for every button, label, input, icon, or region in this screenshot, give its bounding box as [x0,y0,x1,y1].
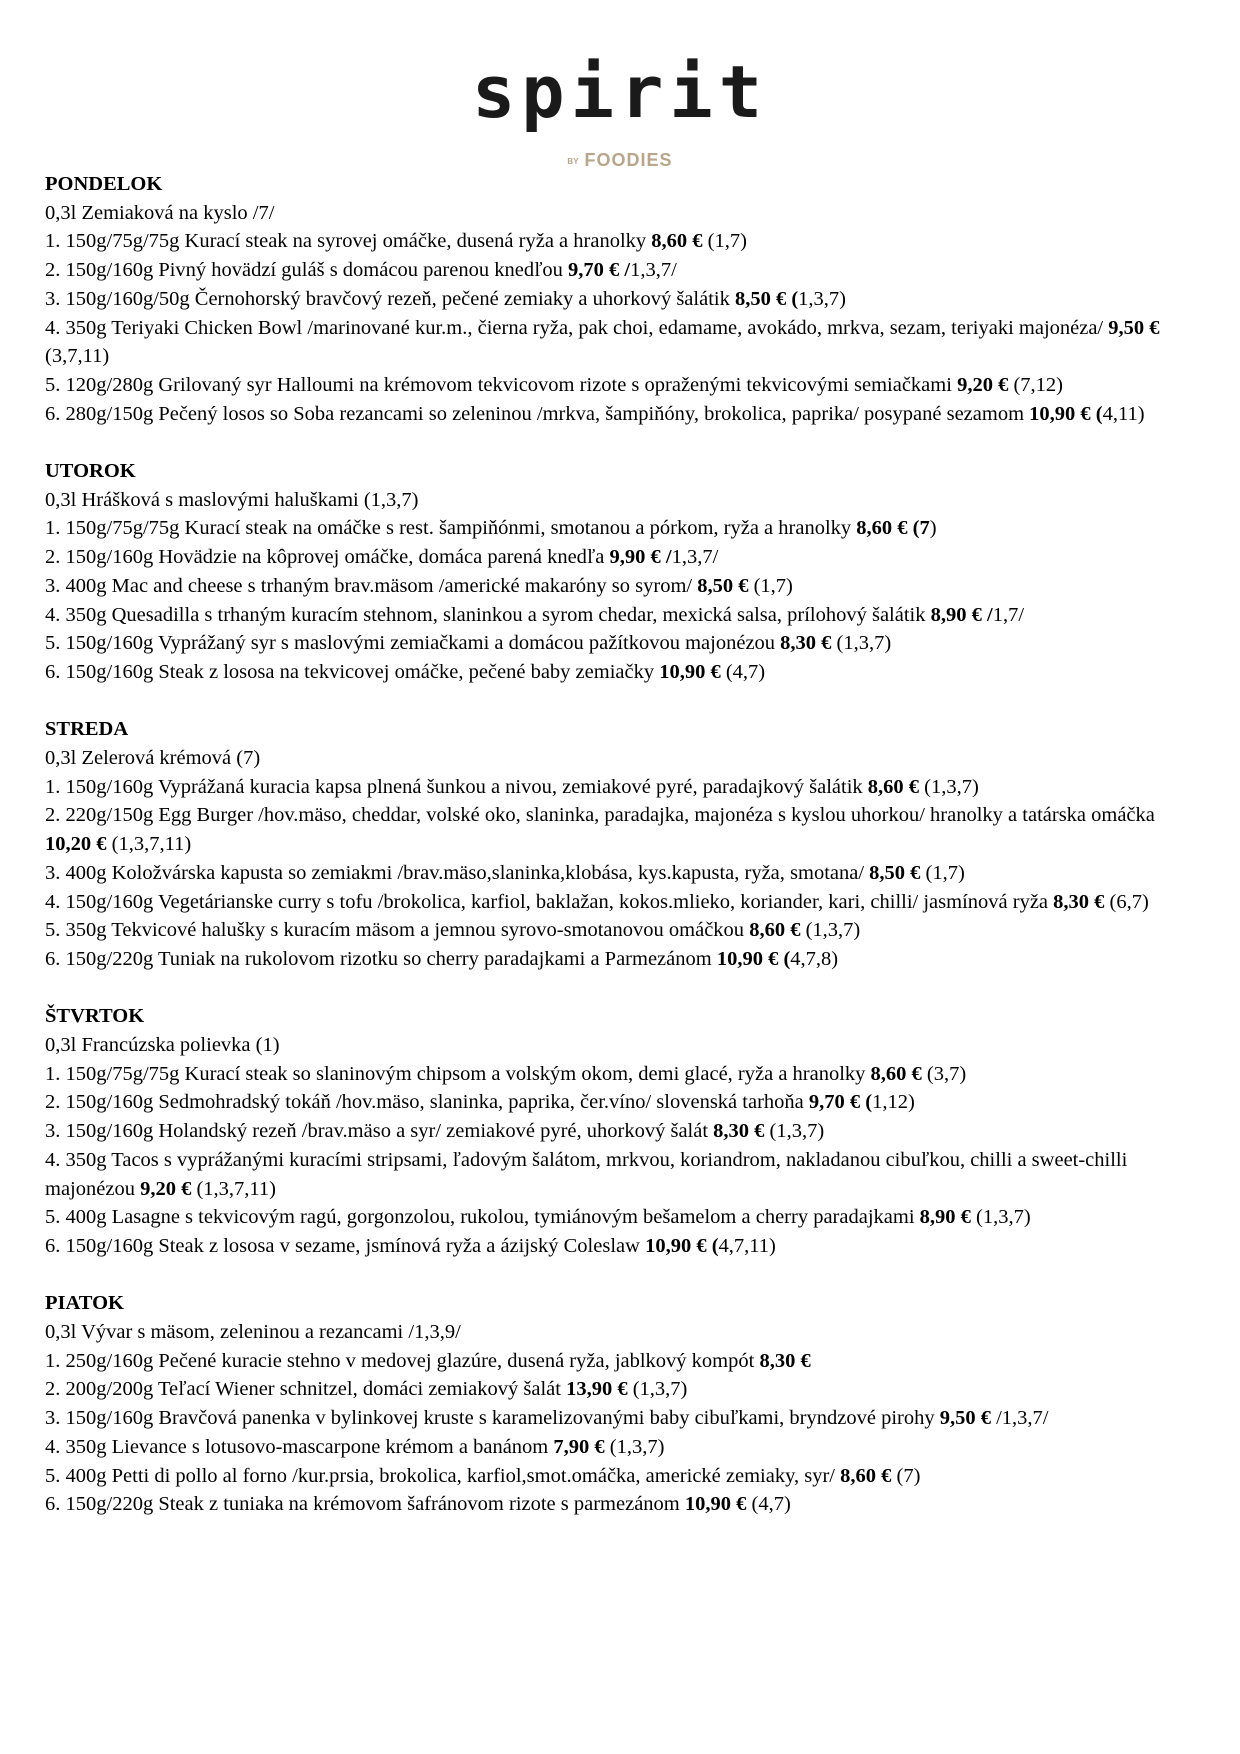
menu-item-price: 10,90 € [659,660,721,683]
menu-item-description: 6. 150g/160g Steak z lososa na tekvicovej omáčke, pečené baby zemiačky [45,660,660,683]
menu-item-description: 3. 150g/160g Holandský rezeň /brav.mäso a syr/ zemiakové pyré, uhorkový šalát [45,1120,714,1143]
menu-item [45,1490,1205,1519]
day-title: STREDA [45,718,129,741]
menu-item-price: 10,90 € ( [645,1234,719,1257]
menu-item-description: 4. 150g/160g Vegetárianske curry s tofu /brokolica, karfiol, baklažan, kokos.mlieko, koriander, kari, chilli/ jasmínová ryža [45,890,1054,913]
menu-item [45,543,1205,572]
menu-item [45,400,1205,429]
menu-item-description: 4. 350g Tacos s vyprážanými kuracími stripsami, ľadovým šalátom, mrkvou, koriandrom, nakladanou cibuľkou, chilli a sweet-chilli majonézou [45,1148,1128,1200]
menu-item [45,1347,1205,1376]
day-section [45,457,1205,687]
menu-item [45,601,1205,630]
menu-item [45,773,1205,802]
menu-item-description: 6. 280g/150g Pečený losos so Soba rezancami so zeleninou /mrkva, šampiňóny, brokolica, paprika/ posypané sezamom [45,402,1030,425]
day-title: PIATOK [45,1292,124,1315]
menu-item [45,888,1205,917]
menu-item [45,1117,1205,1146]
menu-item-allergens: (1,3,7,11) [106,833,192,856]
menu-item-description: 5. 120g/280g Grilovaný syr Halloumi na krémovom tekvicovom rizote s opraženými tekvicovými semiačkami [45,373,958,396]
menu-item [45,801,1205,858]
menu-item [45,1203,1205,1232]
menu-item-description: 2. 200g/200g Teľací Wiener schnitzel, domáci zemiakový šalát [45,1378,567,1401]
day-title: ŠTVRTOK [45,1005,145,1028]
menu-item [45,256,1205,285]
menu-item-price: 10,90 € ( [716,947,791,970]
menu-item [45,285,1205,314]
soup-line: 0,3l Francúzska polievka (1) [45,1034,280,1057]
menu-item-price: 9,90 € / [609,546,672,569]
menu-item-allergens: (3,7,11) [45,345,110,368]
menu-item-price: 8,60 € [749,919,801,942]
menu-item-description: 3. 400g Mac and cheese s trhaným brav.mäsom /americké makaróny so syrom/ [45,574,698,597]
menu-item-description: 2. 150g/160g Sedmohradský tokáň /hov.mäso, slaninka, paprika, čer.víno/ slovenská tarhoňa [45,1091,809,1114]
logo-subtitle [0,150,1240,171]
menu-item-allergens: (1,3,7) [764,1120,825,1143]
menu-item-price: 10,90 € ( [1029,402,1103,425]
menu-item-price: 8,30 € [759,1349,811,1372]
menu-item-description: 1. 250g/160g Pečené kuracie stehno v medovej glazúre, dusená ryža, jablkový kompót [45,1349,760,1372]
menu-item-price: 8,50 € [697,574,749,597]
menu-item [45,658,1205,687]
menu-item-allergens: (7) [891,1464,921,1487]
menu-item-allergens: (1,3,7,11) [191,1177,276,1200]
soup-line: 0,3l Vývar s mäsom, zeleninou a rezancami /1,3,9/ [45,1321,461,1344]
menu-item-price: 8,90 € [919,1206,971,1229]
menu-item-price: 8,30 € [1053,890,1105,913]
menu-item-price: 7,90 € [553,1435,605,1458]
menu-item-allergens: ) [929,517,937,540]
day-section [45,1002,1205,1260]
menu-item-description: 1. 150g/75g/75g Kurací steak na syrovej omáčke, dusená ryža a hranolky [45,230,652,253]
menu-item [45,1375,1205,1404]
menu-item-description: 2. 150g/160g Hovädzie na kôprovej omáčke, domáca parená knedľa [45,546,610,569]
menu-item-description: 5. 350g Tekvicové halušky s kuracím mäsom a jemnou syrovo-smotanovou omáčkou [45,919,750,942]
menu-item [45,945,1205,974]
logo-wordmark: spirit [471,50,769,134]
menu-item-allergens: (1,3,7) [627,1378,688,1401]
menu-item-price: 8,60 € [651,230,703,253]
menu-item-allergens: 1,3,7/ [671,546,719,569]
menu-item [45,1060,1205,1089]
menu-item-price: 9,20 € [140,1177,192,1200]
menu-item [45,1146,1205,1203]
menu-item-allergens: 1,12) [872,1091,915,1114]
day-title: UTOROK [45,460,136,483]
menu-item-description: 6. 150g/220g Steak z tuniaka na krémovom šafránovom rizote s parmezánom [45,1493,685,1516]
menu-item [45,1088,1205,1117]
menu-item-price: 8,60 € (7 [856,517,930,540]
menu-item-allergens: (6,7) [1104,890,1149,913]
menu-item-price: 8,90 € / [930,603,993,626]
menu-item-price: 10,20 € [45,833,107,856]
logo-foodies: FOODIES [584,150,673,170]
menu-item-allergens: (1,7) [702,230,747,253]
day-title: PONDELOK [45,173,163,195]
menu-item-description: 5. 400g Petti di pollo al forno /kur.prsia, brokolica, karfiol,smot.omáčka, americké zemiaky, syr/ [45,1464,841,1487]
menu-item-description: 2. 150g/160g Pivný hovädzí guláš s domácou parenou knedľou [45,259,569,282]
menu-item-allergens: (1,7) [748,574,793,597]
menu-item [45,314,1205,371]
menu-item [45,859,1205,888]
menu-item-description: 4. 350g Teriyaki Chicken Bowl /marinované kur.m., čierna ryža, pak choi, edamame, avokádo, mrkva, sezam, teriyaki majonéza/ [45,316,1109,339]
menu-item-allergens: 1,3,7/ [630,259,677,282]
day-section [45,170,1205,428]
soup-line: 0,3l Hrášková s maslovými haluškami (1,3,7) [45,488,419,511]
menu-item-description: 3. 400g Koložvárska kapusta so zemiakmi /brav.mäso,slaninka,klobása, kys.kapusta, ryža, smotana/ [45,861,870,884]
menu-item-allergens: (1,3,7) [831,632,892,655]
menu-item-price: 13,90 € [566,1378,628,1401]
menu-item [45,1433,1205,1462]
menu-item-description: 1. 150g/75g/75g Kurací steak so slaninovým chipsom a volským okom, demi glacé, ryža a hranolky [45,1062,871,1085]
menu-item-description: 3. 150g/160g/50g Černohorský bravčový rezeň, pečené zemiaky a uhorkový šalátik [45,287,735,310]
menu-item [45,371,1205,400]
menu-item [45,514,1205,543]
menu-item-description: 5. 400g Lasagne s tekvicovým ragú, gorgonzolou, rukolou, tymiánovým bešamelom a cherry paradajkami [45,1206,920,1229]
weekly-menu [45,170,1205,1548]
menu-item-price: 9,70 € / [568,259,631,282]
menu-item [45,1404,1205,1433]
menu-item [45,1232,1205,1261]
menu-item-description: 3. 150g/160g Bravčová panenka v bylinkovej kruste s karamelizovanými baby cibuľkami, bryndzové pirohy [45,1407,940,1430]
menu-item-price: 8,30 € [713,1120,765,1143]
menu-item-price: 8,50 € [869,861,921,884]
menu-item-price: 10,90 € [684,1493,747,1516]
soup-line: 0,3l Zemiaková na kyslo /7/ [45,201,275,224]
menu-item-allergens: (1,3,7) [970,1206,1031,1229]
menu-item-description: 4. 350g Quesadilla s trhaným kuracím stehnom, slaninkou a syrom chedar, mexická salsa, prílohový šalátik [45,603,931,626]
menu-item-description: 5. 150g/160g Vyprážaný syr s maslovými zemiačkami a domácou pažítkovou majonézou [45,632,781,655]
menu-item-price: 9,20 € [957,373,1009,396]
soup-line: 0,3l Zelerová krémová (7) [45,747,261,770]
menu-item-allergens: (4,7) [746,1493,791,1516]
menu-item-price: 9,70 € ( [808,1091,873,1114]
menu-item-allergens: 1,7/ [992,603,1025,626]
logo-by: BY [567,156,579,166]
menu-item-allergens: (1,3,7) [919,775,979,798]
menu-item-allergens: (4,7) [720,660,766,683]
menu-item [45,572,1205,601]
menu-item-price: 8,60 € [840,1464,892,1487]
menu-item-price: 8,60 € [867,775,920,798]
day-section [45,715,1205,973]
menu-item-price: 8,60 € [870,1062,922,1085]
menu-item-allergens: (1,7) [920,861,965,884]
menu-item-description: 4. 350g Lievance s lotusovo-mascarpone krémom a banánom [45,1435,554,1458]
menu-item [45,916,1205,945]
menu-item [45,1462,1205,1491]
menu-item-description: 6. 150g/220g Tuniak na rukolovom rizotku so cherry paradajkami a Parmezánom [45,947,717,970]
menu-item-description: 1. 150g/160g Vyprážaná kuracia kapsa plnená šunkou a nivou, zemiakové pyré, paradajkový šalátik [45,775,868,798]
menu-item-description: 6. 150g/160g Steak z lososa v sezame, jsmínová ryža a ázijský Coleslaw [45,1234,646,1257]
menu-item-description: 2. 220g/150g Egg Burger /hov.mäso, cheddar, volské oko, slaninka, paradajka, majonéza s kyslou uhorkou/ hranolky a tatárska omáčka [45,804,1155,827]
day-section [45,1289,1205,1519]
menu-item [45,227,1205,256]
menu-item-price: 9,50 € [1108,316,1160,339]
menu-item-price: 8,50 € ( [734,287,799,310]
menu-item-allergens: 4,7,11) [718,1234,776,1257]
menu-item-price: 9,50 € [939,1407,991,1430]
menu-item-allergens: 4,7,8) [790,947,839,970]
menu-item-description: 1. 150g/75g/75g Kurací steak na omáčke s rest. šampiňónmi, smotanou a pórkom, ryža a hranolky [45,517,857,540]
menu-item-allergens: /1,3,7/ [990,1407,1049,1430]
menu-item-allergens: 4,11) [1102,402,1145,425]
menu-item-allergens: (3,7) [921,1062,967,1085]
menu-item-allergens: (7,12) [1008,373,1063,396]
menu-item [45,629,1205,658]
menu-item-price: 8,30 € [780,632,832,655]
menu-item-allergens: (1,3,7) [604,1435,665,1458]
menu-item-allergens: (1,3,7) [800,919,861,942]
menu-item-allergens: 1,3,7) [798,287,846,310]
